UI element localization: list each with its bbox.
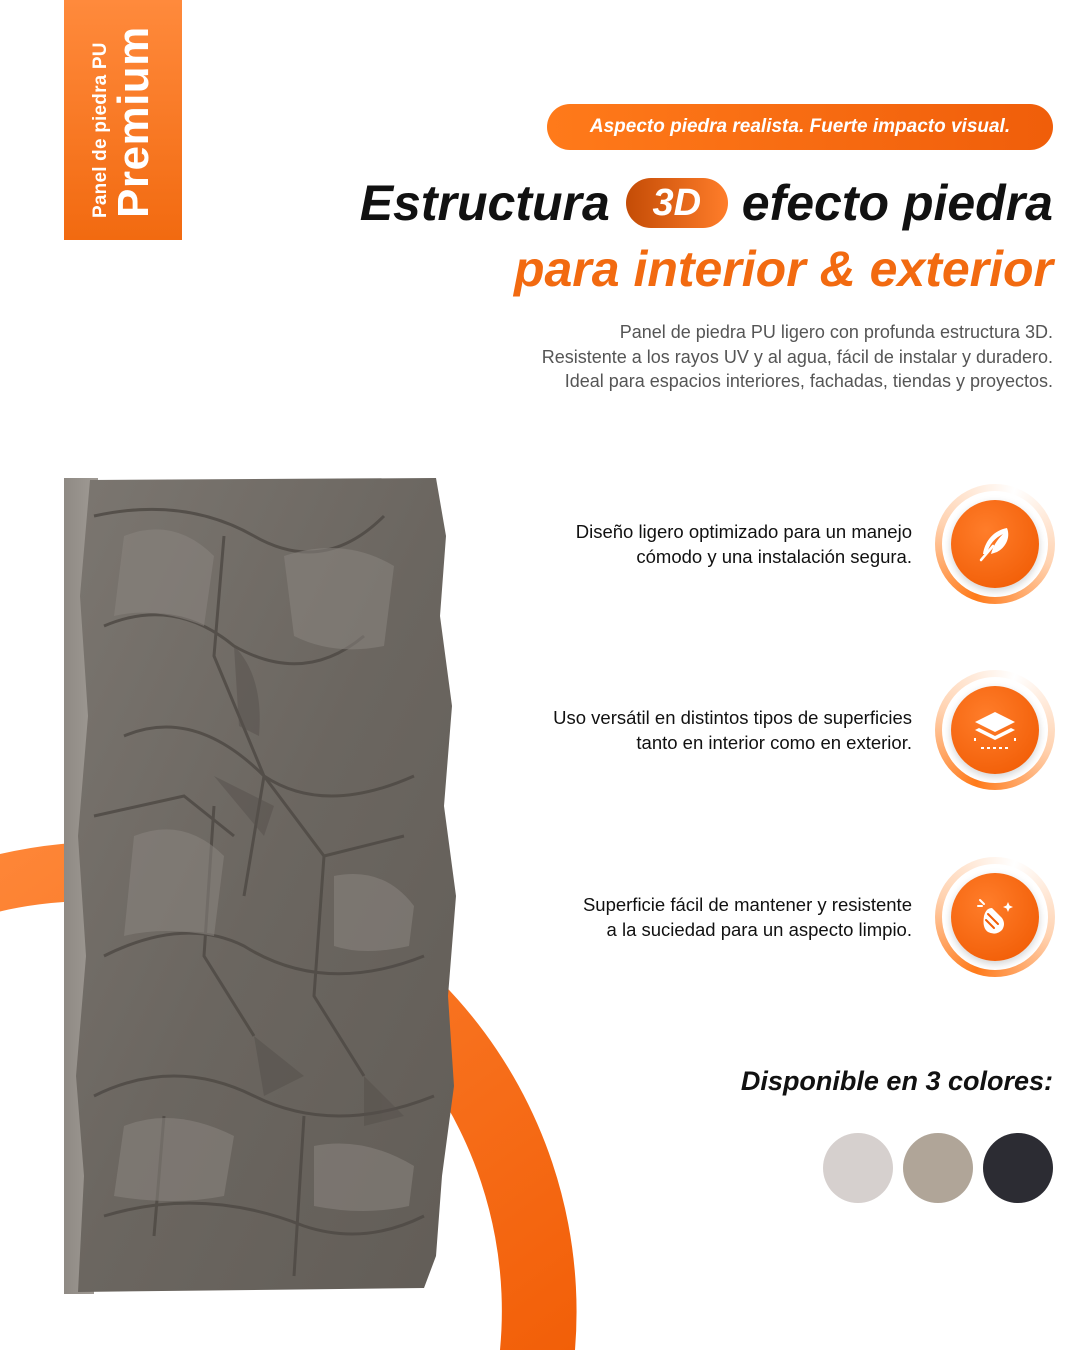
feature-item xyxy=(440,670,1055,790)
feature-line: Superficie fácil de mantener y resistente xyxy=(582,894,912,915)
feature-item xyxy=(440,484,1055,604)
feather-icon xyxy=(951,500,1039,588)
feature-line: tanto en interior como en exterior. xyxy=(636,732,912,753)
description-line: Panel de piedra PU ligero con profunda estructura 3D. xyxy=(619,322,1053,342)
tab-subtitle: Panel de piedra PU xyxy=(90,42,111,218)
tagline-pill: Aspecto piedra realista. Fuerte impacto visual. xyxy=(547,104,1053,150)
feature-text xyxy=(472,484,912,604)
color-swatch-beige[interactable] xyxy=(903,1133,973,1203)
feature-item xyxy=(440,857,1055,977)
feature-line: a la suciedad para un aspecto limpio. xyxy=(606,919,912,940)
headline-part1: Estructura xyxy=(359,175,610,231)
feature-icon-badge xyxy=(935,484,1055,604)
layers-icon xyxy=(951,686,1039,774)
tab-title: Premium xyxy=(109,26,158,218)
feature-icon-badge xyxy=(935,670,1055,790)
color-swatch-dark[interactable] xyxy=(983,1133,1053,1203)
headline-line2: para interior & exterior xyxy=(513,241,1053,297)
feature-text xyxy=(472,670,912,790)
clean-hands-icon xyxy=(951,873,1039,961)
headline-part2: efecto piedra xyxy=(741,175,1053,231)
headline xyxy=(360,170,1053,302)
feature-line: Uso versátil en distintos tipos de superficies xyxy=(553,707,912,728)
description xyxy=(413,320,1053,394)
feature-text xyxy=(472,857,912,977)
feature-icon-badge xyxy=(935,857,1055,977)
color-swatch-light[interactable] xyxy=(823,1133,893,1203)
stone-panel-image xyxy=(64,476,464,1301)
premium-tab xyxy=(64,0,182,240)
color-swatches xyxy=(823,1133,1053,1203)
description-line: Ideal para espacios interiores, fachadas, tiendas y proyectos. xyxy=(564,371,1053,391)
feature-line: Diseño ligero optimizado para un manejo xyxy=(575,521,912,542)
description-line: Resistente a los rayos UV y al agua, fácil de instalar y duradero. xyxy=(541,346,1053,367)
badge-3d: 3D xyxy=(626,178,728,228)
colors-title: Disponible en 3 colores: xyxy=(740,1066,1053,1096)
feature-line: cómodo y una instalación segura. xyxy=(636,546,912,567)
